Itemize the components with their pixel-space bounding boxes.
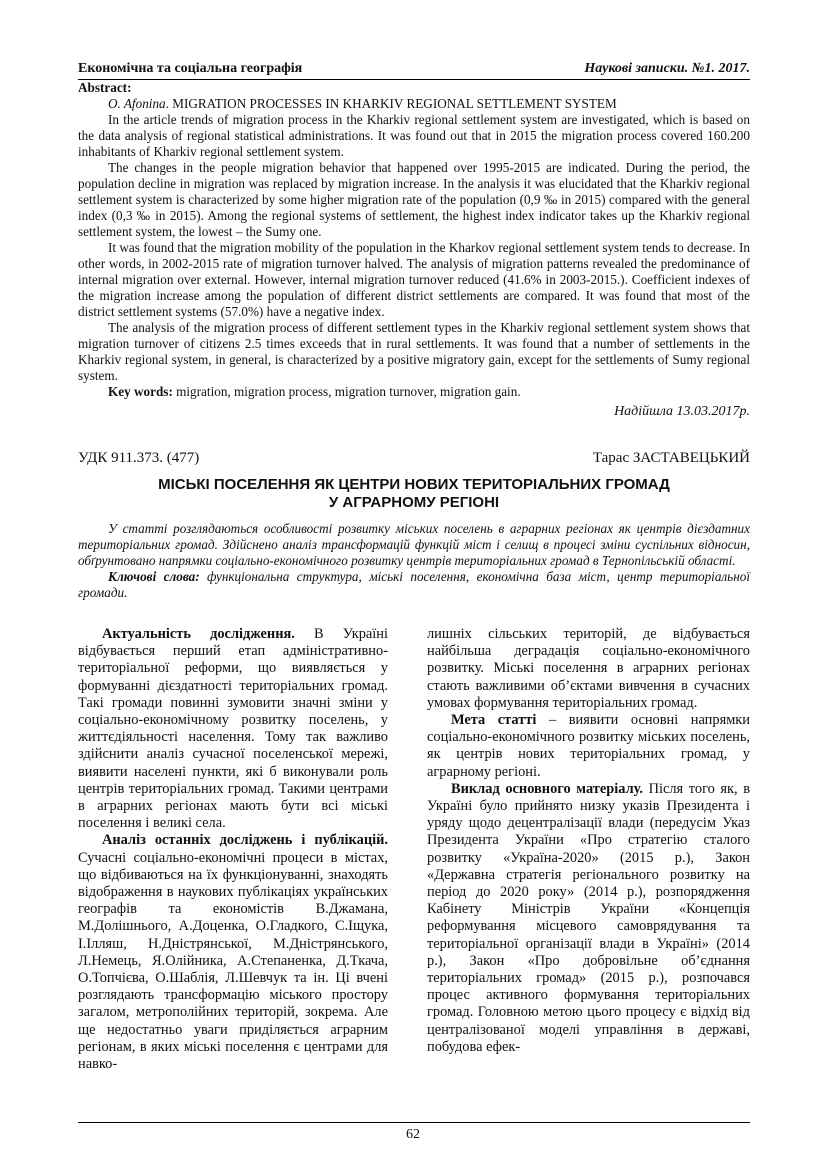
abstract-heading — [78, 96, 750, 112]
body-columns — [78, 626, 750, 1116]
paragraph-text: – виявити основні напрямки соціально-економічного розвитку міських поселень, як центрів нових територіальних громад, у аграрному регіоні. — [427, 712, 750, 780]
paragraph-text: Після того як, в Україні було прийнято низку указів Президента і уряду щодо децентралізації влади (передусім Указ Президента України «Про стратегію сталого розвитку «Україна-2020» (2015 р.), Закон «Державна стратегія регіонального розвитку на період до 2020 року» (2014 р.), розпорядження Кабінету Міністрів України «Концепція реформування місцевого самоврядування та територіальної організації влади в Україні» (2014 р.), Закон «Про добровільне об’єднання територіальних громад» (2015 р.), розпочався процес активного формування територіальних громад. Головною метою цього процесу є відхід від централізованої моделі управління в державі, побудова ефек- — [427, 780, 750, 1055]
keywords-label: Key words: — [108, 384, 173, 399]
paragraph-text: Сучасні соціально-економічні процеси в містах, що відбиваються на їх функціонуванні, знаходять відображення в наукових публікаціях українських географів та економістів В.Джамана, М.Долішнього, А.Доценка, О.Гладкого, С.Іщука, І.Ілляш, Н.Дністрянської, М.Дністрянського, Л.Немець, Я.Олійника, А.Степаненка, Д.Ткача, О.Топчієва, О.Шаблія, Л.Шевчук та ін. Ці вчені розглядають трансформацію міського простору загалом, метрополійних територій, зокрема. Але ще недостатньо уваги приділяється аграрним регіонам, в яких міські поселення є центрами для навко- — [78, 849, 388, 1073]
udc-author-line — [78, 450, 750, 470]
keywords-list: функціональна структура, міські поселення, економічна база міст, центр територіальної громади. — [78, 569, 750, 600]
paragraph-text: В Україні відбувається перший етап адміністративно-територіальної реформи, що виявляється у формуванні дієздатності територіальних громад. Такі громади повинні зумовити значні зміни у соціально-економічному розвитку поселень, у життєдіяльності населення. Тому так важливо здійснити аналіз сучасної поселенської мережі, виявити населені пункти, які б виконували роль центрів територіальних громад. Такими центрами в аграрних регіонах мають бути всі міські поселення і великі села. — [78, 626, 388, 832]
right-column — [427, 626, 750, 1056]
page-number: 62 — [406, 1127, 420, 1142]
section-title: Економічна та соціальна географія — [78, 61, 303, 76]
left-column — [78, 626, 388, 1073]
abstract-paragraph: In the article trends of migration process in the Kharkiv regional settlement system are investigated, which is based on the data analysis of regional statistical administrations. It was found out that in 2015 the migration process covered 160.200 inhabitants of Kharkiv regional settlement system. — [78, 112, 750, 159]
article-summary — [78, 521, 750, 601]
body-paragraph — [78, 832, 388, 1073]
received-date: Надійшла 13.03.2017р. — [614, 404, 750, 419]
article-keywords — [78, 569, 750, 601]
abstract-keywords — [78, 384, 750, 400]
abstract-title: . MIGRATION PROCESSES IN KHARKIV REGIONAL SETTLEMENT SYSTEM — [165, 96, 617, 111]
keywords-label: Ключові слова: — [108, 569, 200, 584]
udc-code: УДК 911.373. (477) — [78, 450, 200, 466]
footer-rule — [78, 1122, 750, 1123]
article-title-line: У АГРАРНОМУ РЕГІОНІ — [328, 494, 500, 511]
abstract-author: O. Afonina — [108, 96, 166, 111]
section-heading: Виклад основного матеріалу. — [451, 780, 643, 797]
abstract-paragraph: It was found that the migration mobility of the population in the Kharkov regional settlement system tends to decrease. In other words, in 2002-2015 rate of migration turnover halved. The analysis of migration patterns revealed the predominance of internal migration over external. However, internal migration turnover reduced (41.6% in 2003-2015.). Coefficient indexes of the migration increase among the population of different district settlements are compared. It was found that most of the district settlement systems (57.0%) have a negative index. — [78, 240, 750, 319]
journal-issue: Наукові записки. №1. 2017. — [584, 61, 750, 76]
section-heading: Мета статті — [451, 712, 537, 729]
article-title — [78, 476, 750, 512]
abstract-paragraph: The changes in the people migration behavior that happened over 1995-2015 are indicated. During the period, the population decline in migration was replaced by migration increase. In the analysis it was elucidated that the Kharkiv regional settlement system is characterized by some higher migration rate of the population (0,9 ‰ in 2015) compared with the general index (0,3 ‰ in 2015). Among the regional systems of settlement, the highest index indicator takes up the Kharkiv regional settlement system, the lowest – the Sumy one. — [78, 160, 750, 239]
article-author: Тарас ЗАСТАВЕЦЬКИЙ — [592, 450, 750, 466]
section-heading: Аналіз останніх досліджень і публікацій. — [102, 832, 388, 849]
body-paragraph — [427, 712, 750, 781]
body-paragraph: лишніх сільських територій, де відбувається найбільша деградація соціально-економічного розвитку. Міські поселення в аграрних регіонах стають важливими об’єктами вивчення в сучасних умовах формування територіальних громад. — [427, 626, 750, 711]
article-title-line: МІСЬКІ ПОСЕЛЕННЯ ЯК ЦЕНТРИ НОВИХ ТЕРИТОРІАЛЬНИХ ГРОМАД — [158, 476, 670, 493]
abstract-label: Abstract: — [78, 80, 132, 95]
abstract-paragraph: The analysis of the migration process of different settlement types in the Kharkiv regional settlement system shows that migration turnover of citizens 2.5 times exceeds that in rural settlements. It was found that a number of settlements in the Kharkiv regional system, in general, is characterized by a positive migratory gain, except for the settlements of Sumy regional system. — [78, 320, 750, 383]
keywords-list: migration, migration process, migration turnover, migration gain. — [172, 384, 521, 399]
summary-text: У статті розглядаються особливості розвитку міських поселень в аграрних регіонах як центрів дієздатних територіальних громад. Здійснено аналіз трансформацій функцій міст і селищ в процесі зміни суспільних відносин, обґрунтовано напрямки соціально-економічного розвитку центрів територіальних громад в Тернопільській області. — [78, 521, 750, 568]
section-heading: Актуальність дослідження. — [102, 626, 295, 642]
body-paragraph — [78, 626, 388, 832]
running-head — [78, 61, 750, 80]
body-paragraph — [427, 781, 750, 1056]
english-abstract — [78, 80, 750, 420]
